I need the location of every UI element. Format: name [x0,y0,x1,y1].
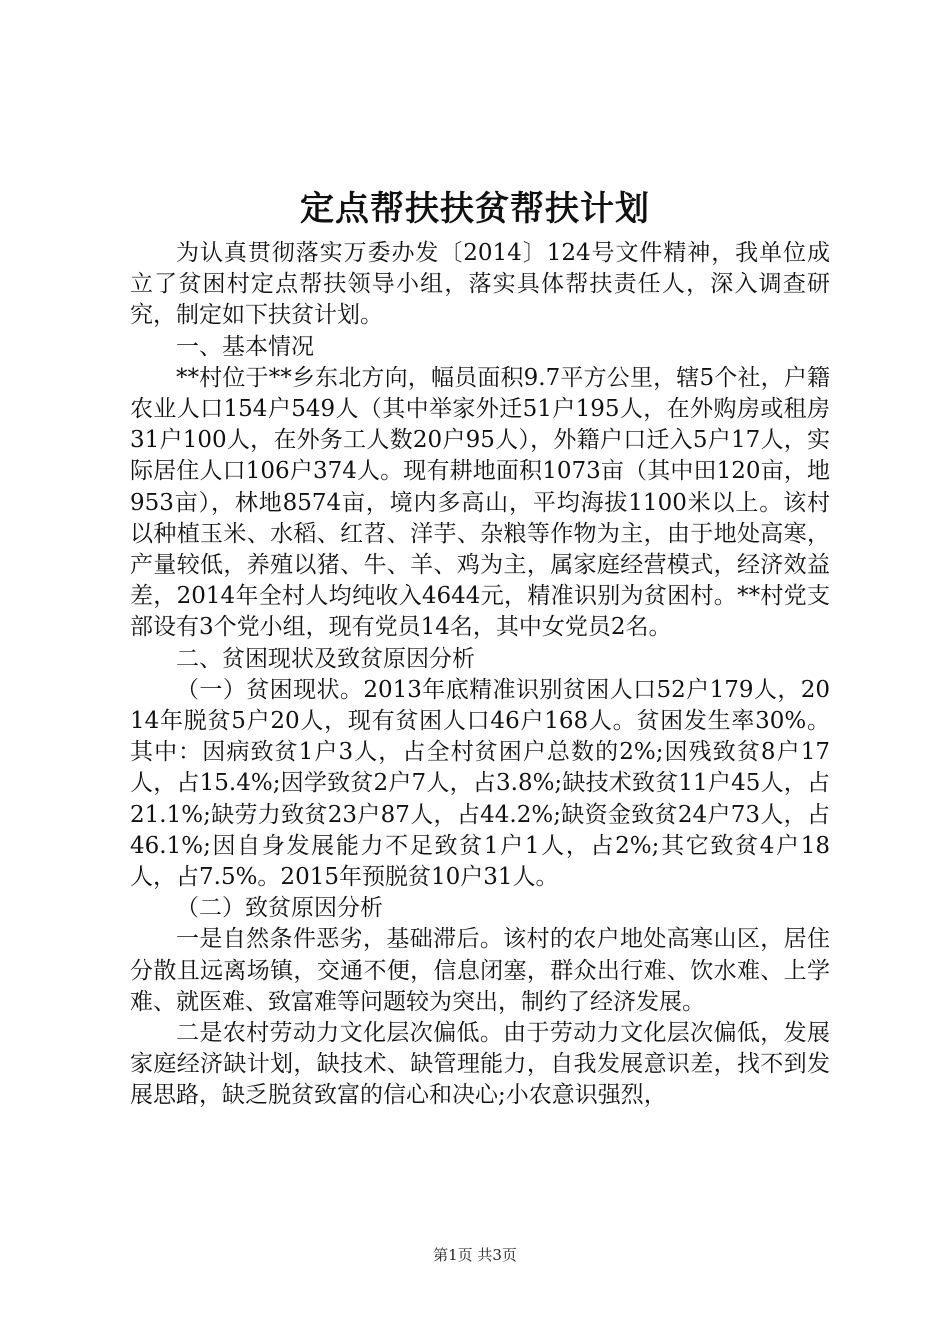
document-title: 定点帮扶扶贫帮扶计划 [300,189,650,229]
poverty-status-paragraph: （一）贫困现状。2013年底精准识别贫困人口52户179人，2014年脱贫5户20人，现有贫困人口46户168人。贫困发生率30%。其中：因病致贫1户3人，占全村贫困户总数的2%;因残致贫8户17人，占15.4%;因学致贫2户7人，占3.8%;缺技术致贫11户45人，占21.1%;缺劳力致贫23户87人，占44.2%;缺资金致贫24户73人，占46.1%;因自身发展能力不足致贫1户1人，占2%;其它致贫4户18人，占7.5%。2015年预脱贫10户31人。 [130,676,830,891]
subsection-heading-causes: （二）致贫原因分析 [176,895,383,922]
section-heading-basic-situation: 一、基本情况 [176,333,314,360]
page-footer: 第1页 共3页 [433,1246,517,1264]
basic-situation-paragraph: **村位于**乡东北方向，幅员面积9.7平方公里，辖5个社，户籍农业人口154户549人（其中举家外迁51户195人，在外购房或租房31户100人，在外务工人数20户95人），外籍户口迁入5户17人，实际居住人口106户374人。现有耕地面积1073亩（其中田120亩，地953亩），林地8574亩，境内多高山，平均海拔1100米以上。该村以种植玉米、水稻、红苕、洋芋、杂粮等作物为主，由于地处高寒，产量较低，养殖以猪、牛、羊、鸡为主，属家庭经营模式，经济效益差，2014年全村人均纯收入4644元，精准识别为贫困村。**村党支部设有3个党小组，现有党员14名，其中女党员2名。 [130,364,830,641]
document-body [130,238,830,1112]
cause-two-paragraph: 二是农村劳动力文化层次偏低。由于劳动力文化层次偏低，发展家庭经济缺计划，缺技术、缺管理能力，自我发展意识差，找不到发展思路，缺乏脱贫致富的信心和决心;小农意识强烈， [130,1020,830,1109]
intro-paragraph: 为认真贯彻落实万委办发〔2014〕124号文件精神，我单位成立了贫困村定点帮扶领导小组，落实具体帮扶责任人，深入调查研究，制定如下扶贫计划。 [130,240,830,329]
cause-one-paragraph: 一是自然条件恶劣，基础滞后。该村的农户地处高寒山区，居住分散且远离场镇，交通不便，信息闭塞，群众出行难、饮水难、上学难、就医难、致富难等问题较为突出，制约了经济发展。 [130,926,830,1015]
section-heading-poverty-analysis: 二、贫困现状及致贫原因分析 [176,645,475,672]
